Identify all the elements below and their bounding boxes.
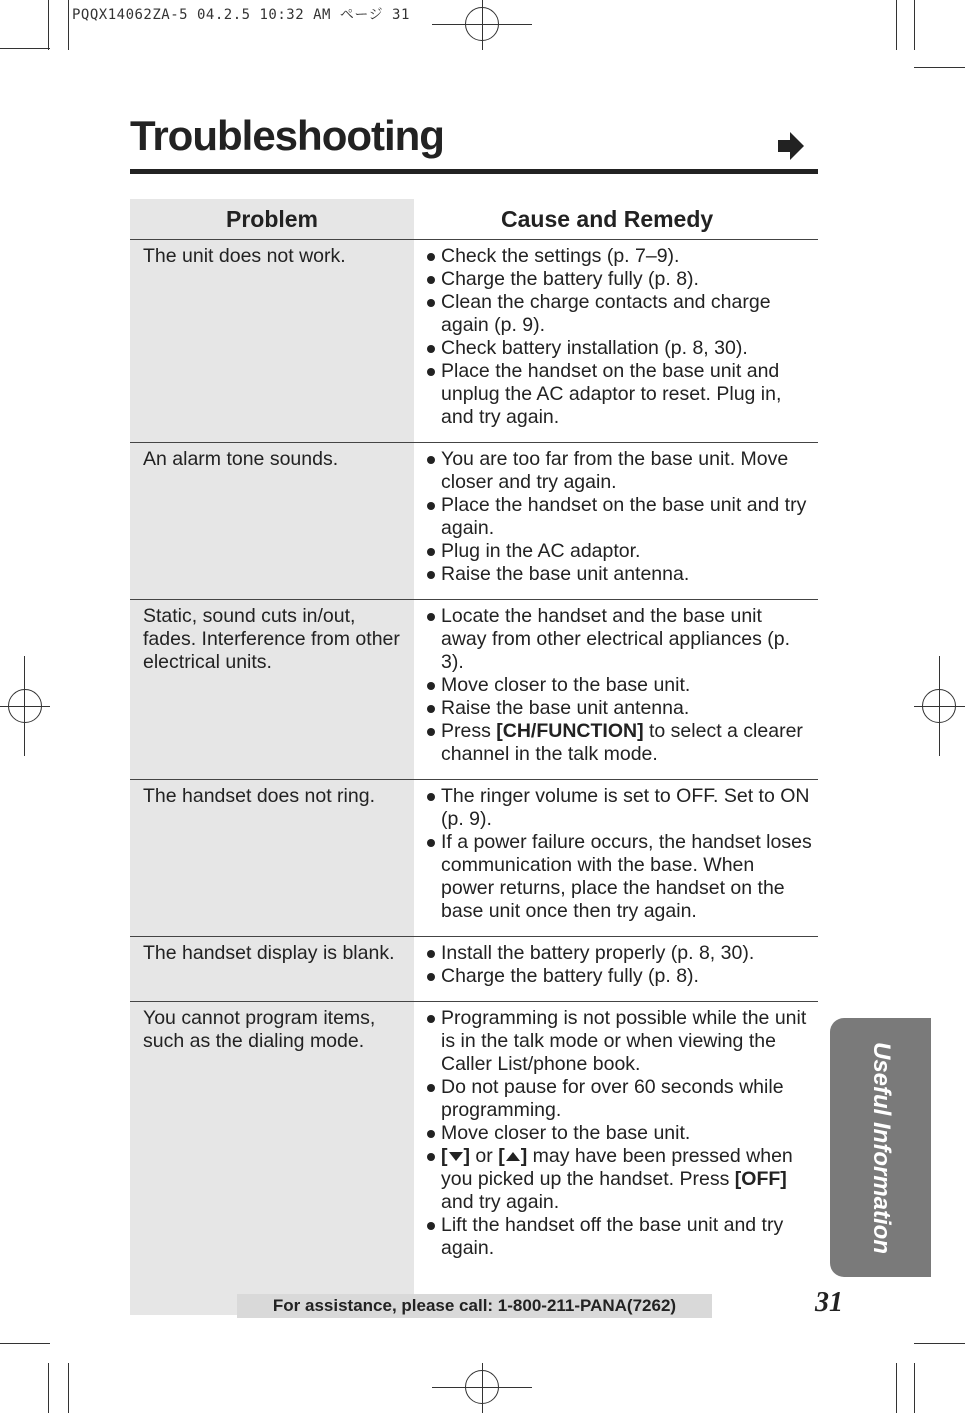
problem-cell: The handset does not ring. [130,780,414,936]
remedy-item: Move closer to the base unit. [427,674,812,697]
remedy-item: Programming is not possible while the unit is in the talk mode or when viewing the Caller List/phone book. [427,1007,812,1076]
continue-arrow-icon [778,132,804,160]
crop-mark [0,48,50,49]
remedy-item: Charge the battery fully (p. 8). [427,268,812,291]
crop-mark [68,1363,69,1413]
remedy-item: Charge the battery fully (p. 8). [427,965,812,988]
section-tab [830,1018,931,1277]
remedy-item: Move closer to the base unit. [427,1122,812,1145]
table-row [130,780,818,937]
header-cause-and-remedy: Cause and Remedy [501,205,714,232]
remedy-cell [414,780,818,936]
crop-mark [914,67,965,68]
remedy-cell [414,240,818,442]
problem-cell: An alarm tone sounds. [130,443,414,599]
problem-cell: The unit does not work. [130,240,414,442]
remedy-cell [414,1002,818,1315]
crop-mark [896,1363,897,1413]
remedy-cell [414,443,818,599]
remedy-text: may have been pressed when you picked up the handset. Press [441,1145,793,1190]
crop-mark [914,1343,965,1344]
down-key-icon: [ ] [441,1145,470,1167]
problem-cell: You cannot program items, such as the dialing mode. [130,1002,414,1315]
remedy-item: Do not pause for over 60 seconds while programming. [427,1076,812,1122]
remedy-item: Plug in the AC adaptor. [427,540,812,563]
remedy-item [427,720,812,766]
registration-mark [465,1370,499,1404]
table-row [130,1002,818,1315]
remedy-item: If a power failure occurs, the handset loses communication with the base. When power returns, place the handset on the base unit once then try again. [427,831,812,923]
crop-mark [0,1343,50,1344]
remedy-item: Install the battery properly (p. 8, 30). [427,942,812,965]
crop-mark [68,0,69,50]
remedy-item: Check battery installation (p. 8, 30). [427,337,812,360]
section-tab-label: Useful Information [867,1041,895,1254]
table-header [130,199,818,240]
table-row [130,240,818,443]
off-key-label: [OFF] [734,1168,787,1190]
remedy-item: The ringer volume is set to OFF. Set to ON (p. 9). [427,785,812,831]
remedy-item: You are too far from the base unit. Move closer and try again. [427,448,812,494]
remedy-item: Place the handset on the base unit and try again. [427,494,812,540]
assistance-footer: For assistance, please call: 1-800-211-PANA(7262) [237,1294,712,1318]
troubleshooting-table [130,199,818,1315]
registration-mark [922,689,956,723]
remedy-text: or [470,1145,499,1167]
crop-mark [48,1363,49,1413]
ch-function-key-label: [CH/FUNCTION] [496,720,644,742]
crop-mark [914,0,915,50]
remedy-text: to select a clearer channel in the talk mode. [441,720,803,765]
title-rule [130,169,818,174]
remedy-item: Clean the charge contacts and charge again (p. 9). [427,291,812,337]
remedy-text: Press [441,720,497,742]
header-problem: Problem [130,199,414,239]
table-row [130,443,818,600]
crop-mark [48,0,49,50]
page-number: 31 [815,1287,843,1318]
remedy-cell [414,937,818,1001]
crop-mark [914,1363,915,1413]
print-slug: PQQX14062ZA-5 04.2.5 10:32 AM ページ 31 [72,7,410,23]
remedy-item: Check the settings (p. 7–9). [427,245,812,268]
table-row [130,600,818,780]
up-key-icon: [ ] [498,1145,528,1167]
remedy-item: Locate the handset and the base unit away from other electrical appliances (p. 3). [427,605,812,674]
page-title: Troubleshooting [130,112,444,159]
table-row [130,937,818,1002]
problem-cell: Static, sound cuts in/out, fades. Interference from other electrical units. [130,600,414,779]
remedy-item: Place the handset on the base unit and unplug the AC adaptor to reset. Plug in, and try again. [427,360,812,429]
problem-cell: The handset display is blank. [130,937,414,1001]
remedy-cell [414,600,818,779]
remedy-item: Lift the handset off the base unit and try again. [427,1214,812,1260]
remedy-item: Raise the base unit antenna. [427,563,812,586]
crop-mark [896,0,897,50]
remedy-text: and try again. [441,1191,560,1213]
remedy-item [427,1145,812,1214]
remedy-item: Raise the base unit antenna. [427,697,812,720]
registration-mark [8,689,42,723]
registration-mark [465,7,499,41]
